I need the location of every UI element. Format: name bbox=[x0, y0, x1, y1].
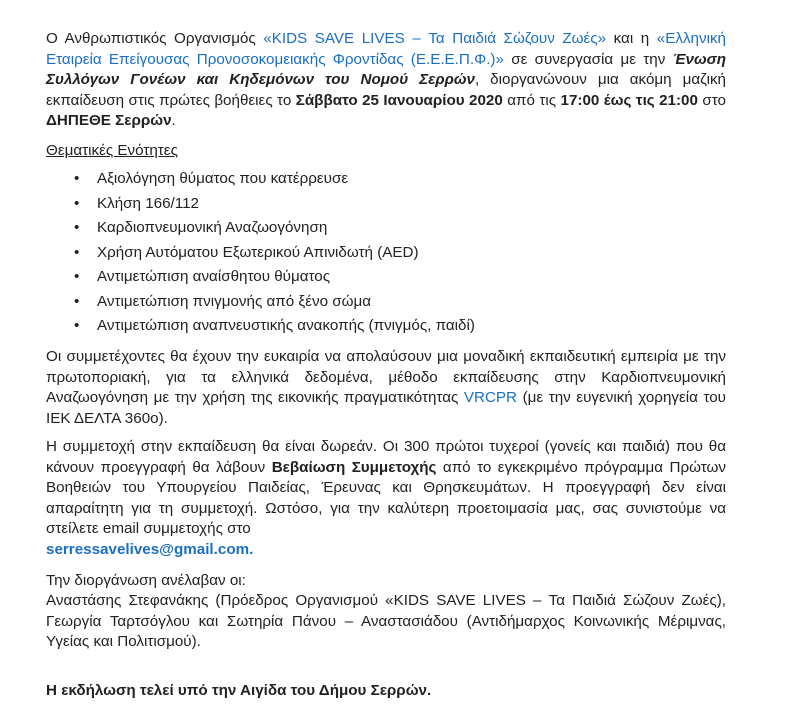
bullet-icon: • bbox=[74, 268, 80, 285]
email-link[interactable]: serressavelives@gmail.com. bbox=[46, 540, 254, 558]
list-item bbox=[46, 193, 475, 218]
topic-label: Κλήση 166/112 bbox=[97, 194, 199, 212]
topic-label: Αντιμετώπιση αναίσθητου θύματος bbox=[97, 268, 331, 285]
experience-text: (με την ευγενική χορηγεία του ΙΕΚ ΔΕΛΤΑ 360ο). bbox=[46, 389, 726, 427]
topic-label: Καρδιοπνευμονική Αναζωογόνηση bbox=[97, 219, 328, 236]
organizers-names: Αναστάσης Στεφανάκης (Πρόεδρος Οργανισμού «KIDS SAVE LIVES – Τα Παιδιά Σώζουν Ζωές), Γεωργία Ταρτσόγλου και Σωτηρία Πάνου – Αναστασιάδου (Αντιδήμαρχος Κοινωνικής Μέριμνας, Υγείας και Πολιτισμού). bbox=[46, 592, 726, 650]
list-item bbox=[46, 291, 475, 316]
list-item bbox=[46, 266, 475, 291]
topic-label: Αντιμετώπιση αναπνευστικής ανακοπής (πνιγμός, παιδί) bbox=[97, 317, 475, 334]
topic-label: Χρήση Αυτόματου Εξωτερικού Απινιδωτή (AED) bbox=[97, 243, 419, 261]
org-name: «KIDS SAVE LIVES – Τα Παιδιά Σώζουν Ζωές» bbox=[263, 30, 607, 47]
bullet-icon: • bbox=[74, 194, 80, 212]
bullet-icon: • bbox=[74, 219, 80, 236]
intro-text: . bbox=[171, 112, 176, 129]
topics-list bbox=[46, 168, 475, 340]
vrcpr-label: VRCPR bbox=[463, 389, 518, 406]
participation-text: Η συμμετοχή στην εκπαίδευση θα είναι δωρεάν. Οι 300 πρώτοι τυχεροί (γονείς και παιδιά) που θα κάνουν προεγγραφή θα λάβουν bbox=[46, 438, 726, 476]
bullet-icon: • bbox=[74, 292, 80, 310]
list-item bbox=[46, 217, 475, 242]
experience-text: Οι συμμετέχοντες θα έχουν την ευκαιρία να απολαύσουν μια μοναδική εκπαιδευτική εμπειρία με την πρωτοποριακή, για τα ελληνικά δεδομένα, μέθοδο εκπαίδευσης στην Καρδιοπνευμονική Αναζωογόνηση με την χρήση της εικονικής πραγματικότητας bbox=[46, 348, 726, 406]
bullet-icon: • bbox=[74, 317, 80, 334]
list-item bbox=[46, 315, 475, 340]
topics-heading: Θεματικές Ενότητες bbox=[46, 142, 178, 159]
aegis-statement: Η εκδήλωση τελεί υπό την Αιγίδα του Δήμου Σερρών. bbox=[46, 682, 432, 699]
event-venue: ΔΗΠΕΘΕ Σερρών bbox=[46, 112, 172, 129]
intro-text: από τις bbox=[502, 91, 561, 109]
topic-label: Αντιμετώπιση πνιγμονής από ξένο σώμα bbox=[97, 292, 371, 310]
organizers-label: Την διοργάνωση ανέλαβαν οι: bbox=[46, 572, 246, 589]
participation-paragraph bbox=[46, 437, 726, 560]
list-item bbox=[46, 168, 475, 193]
partner-name: «Ελληνική Εταιρεία Επείγουσας Προνοσοκομειακής Φροντίδας (Ε.Ε.Ε.Π.Φ.)» bbox=[46, 30, 727, 68]
event-date: Σάββατο 25 Ιανουαρίου 2020 bbox=[295, 91, 503, 109]
intro-text: Ο Ανθρωπιστικός Οργανισμός bbox=[46, 30, 264, 47]
topic-label: Αξιολόγηση θύματος που κατέρρευσε bbox=[97, 170, 349, 187]
bullet-icon: • bbox=[74, 243, 80, 261]
union-name: Ένωση Συλλόγων Γονέων και Κηδεμόνων του Νομού Σερρών bbox=[46, 50, 727, 88]
certificate-label: Βεβαίωση Συμμετοχής bbox=[271, 458, 437, 476]
intro-text: σε συνεργασία με την bbox=[503, 50, 673, 68]
participation-text: από το εγκεκριμένο πρόγραμμα Πρώτων Βοηθειών του Υπουργείου Παιδείας, Έρευνας και Θρησκευμάτων. Η προεγγραφή δεν είναι απαραίτητη για τη συμμετοχή. Ωστόσο, για την καλύτερη προετοιμασία μας, σας συνιστούμε να στείλετε email συμμετοχής στο bbox=[46, 458, 726, 537]
intro-text: και η bbox=[606, 30, 657, 47]
event-time: 17:00 έως τις 21:00 bbox=[560, 91, 698, 109]
experience-paragraph bbox=[46, 347, 726, 429]
bullet-icon: • bbox=[74, 170, 80, 187]
intro-text: , διοργανώνουν μια ακόμη μαζική εκπαίδευση στις πρώτες βοήθειες το bbox=[46, 71, 726, 109]
intro-text: στο bbox=[697, 91, 726, 109]
list-item bbox=[46, 242, 475, 267]
intro-paragraph bbox=[46, 29, 726, 133]
